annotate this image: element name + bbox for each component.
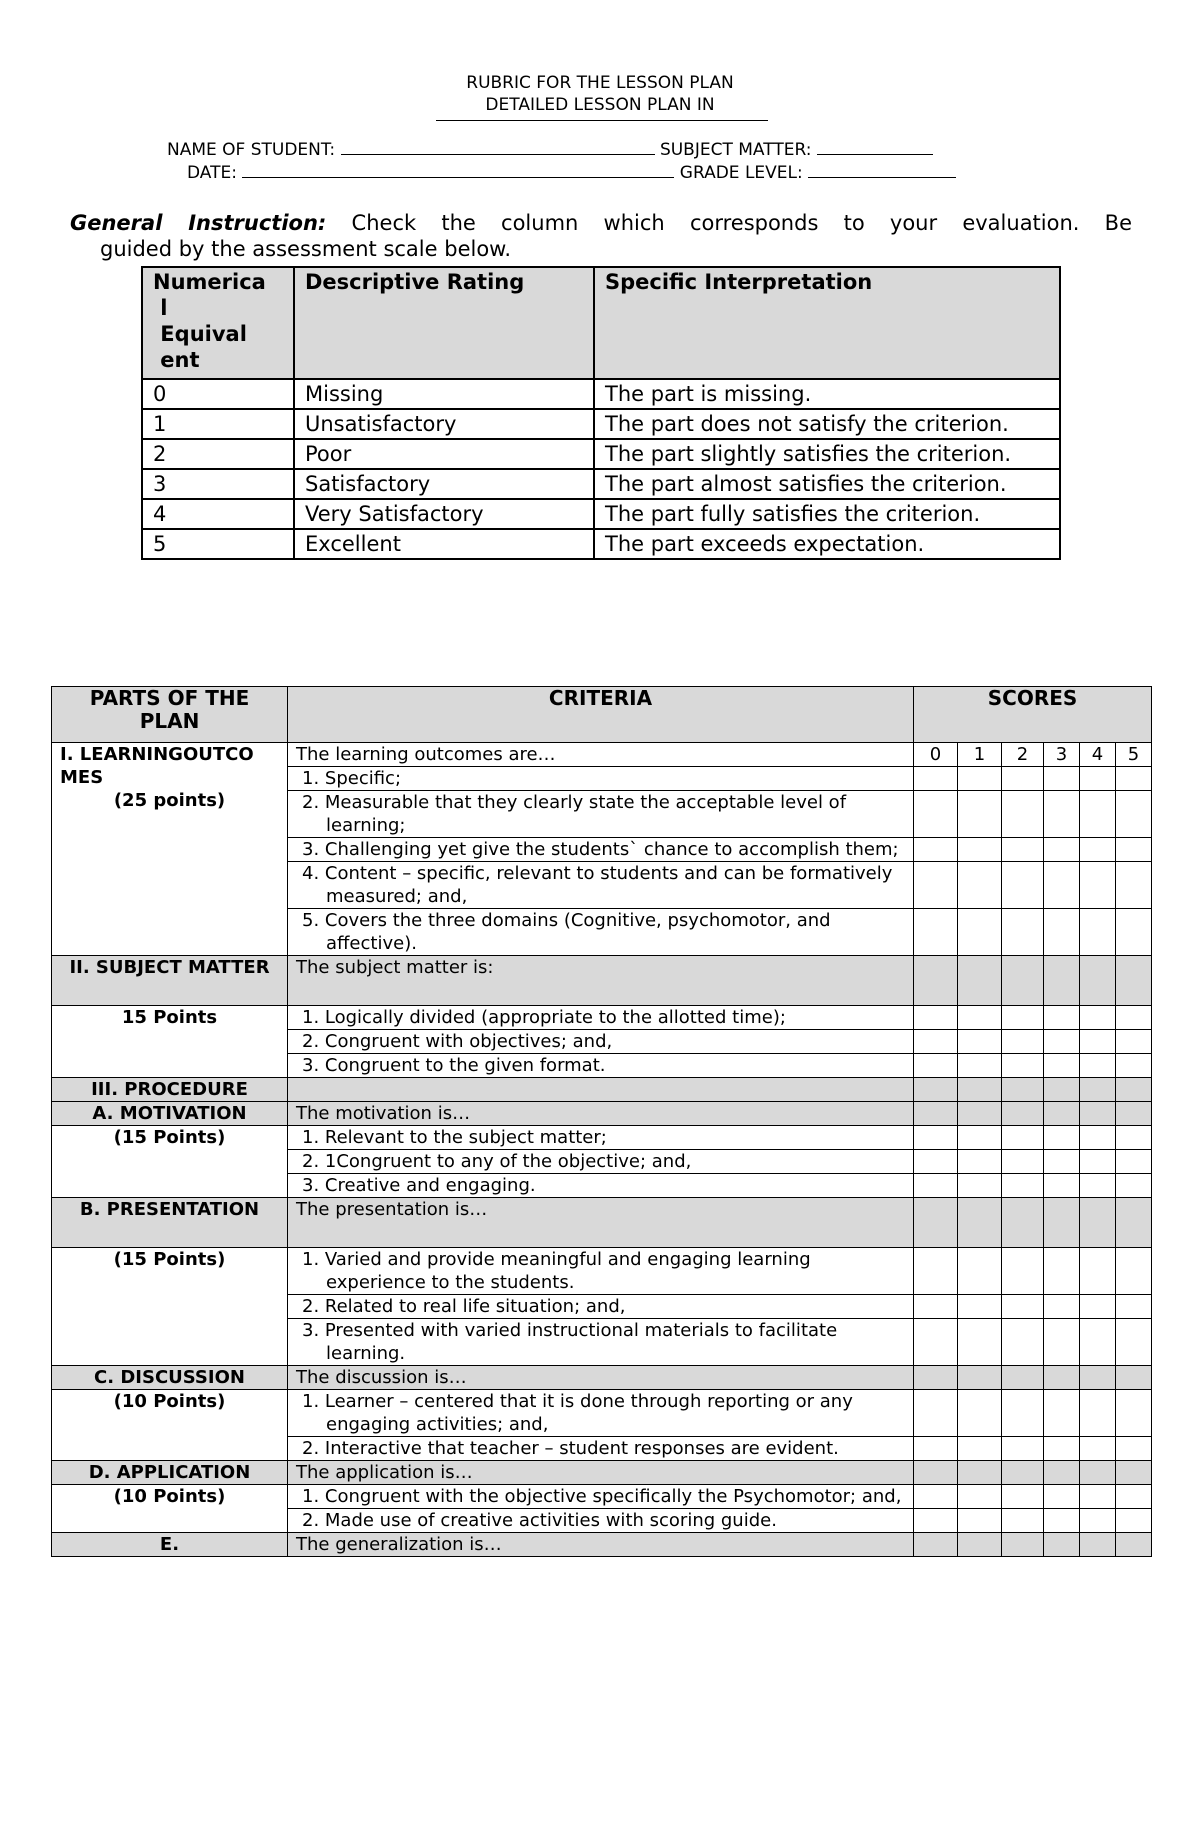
score-cell[interactable] [1044,1319,1080,1366]
score-cell[interactable] [1116,1054,1152,1078]
part-presentation: B. PRESENTATION [52,1198,288,1248]
score-cell[interactable] [1044,909,1080,956]
criteria-empty [288,1078,914,1102]
score-cell[interactable] [1044,1078,1080,1102]
section-row [52,1533,1152,1557]
scale-num: 4 [142,499,294,529]
score-cell[interactable] [1044,1437,1080,1461]
score-cell[interactable] [1080,1390,1116,1437]
part-points: (10 Points) [52,1390,288,1461]
score-cell[interactable] [1044,862,1080,909]
scale-rating: Excellent [294,529,594,559]
score-cell[interactable] [914,1509,958,1533]
scale-num: 0 [142,379,294,409]
criteria-item: 4. Content – specific, relevant to students and can be formatively measured; and, [288,862,914,909]
score-cell[interactable] [958,1174,1002,1198]
score-cell[interactable] [1116,1509,1152,1533]
score-cell[interactable] [1116,838,1152,862]
score-cell[interactable] [1080,1437,1116,1461]
score-cell[interactable] [1044,1509,1080,1533]
score-cell[interactable] [958,1295,1002,1319]
scale-row [142,439,1060,469]
scale-header-interpretation: Specific Interpretation [594,267,1060,379]
scale-row [142,469,1060,499]
score-cell[interactable] [1116,1030,1152,1054]
score-cell[interactable] [1002,1078,1044,1102]
score-cell[interactable] [1044,1390,1080,1437]
name-subject-row [167,140,933,160]
score-cell[interactable] [1116,1248,1152,1295]
criteria-intro: The learning outcomes are… [288,743,914,767]
criteria-item: 2. Related to real life situation; and, [288,1295,914,1319]
score-col-header: 4 [1080,743,1116,767]
score-cell[interactable] [1116,1198,1152,1248]
score-cell[interactable] [1080,1533,1116,1557]
criteria-row [52,1006,1152,1030]
criteria-row [52,1126,1152,1150]
score-cell[interactable] [1002,1437,1044,1461]
score-cell[interactable] [914,1006,958,1030]
score-cell[interactable] [1002,1295,1044,1319]
criteria-item: 1. Logically divided (appropriate to the allotted time); [288,1006,914,1030]
score-cell[interactable] [958,1437,1002,1461]
grade-label: GRADE LEVEL: [679,163,803,183]
score-cell[interactable] [1080,1295,1116,1319]
score-cell[interactable] [914,1102,958,1126]
score-cell[interactable] [914,1366,958,1390]
score-cell[interactable] [958,791,1002,838]
score-cell[interactable] [1080,791,1116,838]
score-cell[interactable] [958,1248,1002,1295]
score-col-header: 1 [958,743,1002,767]
score-cell[interactable] [1044,791,1080,838]
score-cell[interactable] [958,1006,1002,1030]
scale-row [142,499,1060,529]
part-motivation: A. MOTIVATION [52,1102,288,1126]
score-cell[interactable] [1080,1319,1116,1366]
header-parts: PARTS OF THE PLAN [52,687,288,743]
name-field[interactable] [341,140,655,155]
score-cell[interactable] [1080,862,1116,909]
scale-rating: Satisfactory [294,469,594,499]
score-cell[interactable] [1116,1174,1152,1198]
score-cell[interactable] [1002,1174,1044,1198]
score-cell[interactable] [1116,956,1152,1006]
scale-num: 3 [142,469,294,499]
score-cell[interactable] [1116,1295,1152,1319]
score-cell[interactable] [1080,1174,1116,1198]
score-cell[interactable] [958,1078,1002,1102]
criteria-item: 1. Specific; [288,767,914,791]
score-cell[interactable] [1002,1054,1044,1078]
criteria-item: 3. Congruent to the given format. [288,1054,914,1078]
score-cell[interactable] [1080,1078,1116,1102]
score-cell[interactable] [1002,838,1044,862]
score-cell[interactable] [958,1054,1002,1078]
scale-header-row [142,267,1060,379]
score-cell[interactable] [1002,1248,1044,1295]
criteria-intro: The subject matter is: [288,956,914,1006]
criteria-intro: The presentation is… [288,1198,914,1248]
criteria-item: 2. Made use of creative activities with scoring guide. [288,1509,914,1533]
section-row [52,1366,1152,1390]
score-cell[interactable] [1044,1461,1080,1485]
score-cell[interactable] [1002,1533,1044,1557]
score-cell[interactable] [1116,1150,1152,1174]
score-cell[interactable] [914,1295,958,1319]
score-cell[interactable] [958,1150,1002,1174]
score-cell[interactable] [1002,862,1044,909]
section-row [52,1102,1152,1126]
assessment-scale-table [141,266,1061,560]
score-cell[interactable] [1002,1390,1044,1437]
score-col-header: 5 [1116,743,1152,767]
rubric-table [51,686,1152,1557]
score-cell[interactable] [958,862,1002,909]
score-cell[interactable] [1080,909,1116,956]
general-instruction [70,210,1132,262]
score-col-header: 0 [914,743,958,767]
score-cell[interactable] [914,1078,958,1102]
score-cell[interactable] [914,1126,958,1150]
score-cell[interactable] [1080,1509,1116,1533]
score-cell[interactable] [1044,1054,1080,1078]
part-points: (15 Points) [52,1248,288,1366]
score-cell[interactable] [914,838,958,862]
score-cell[interactable] [1080,1126,1116,1150]
score-cell[interactable] [1002,909,1044,956]
criteria-item: 1. Congruent with the objective specifically the Psychomotor; and, [288,1485,914,1509]
score-cell[interactable] [914,1437,958,1461]
score-cell[interactable] [1002,767,1044,791]
score-cell[interactable] [958,1509,1002,1533]
score-cell[interactable] [914,1248,958,1295]
score-cell[interactable] [958,1366,1002,1390]
part-points: (25 points) [113,790,226,811]
score-col-header: 2 [1002,743,1044,767]
score-cell[interactable] [1116,1366,1152,1390]
score-cell[interactable] [914,1198,958,1248]
part-points: (10 Points) [52,1485,288,1533]
scale-num: 5 [142,529,294,559]
score-cell[interactable] [958,1319,1002,1366]
score-cell[interactable] [1080,838,1116,862]
criteria-item: 2. Measurable that they clearly state the acceptable level of learning; [288,791,914,838]
score-cell[interactable] [1044,1366,1080,1390]
score-cell[interactable] [1080,1198,1116,1248]
scale-rating: Poor [294,439,594,469]
score-cell[interactable] [1080,1102,1116,1126]
score-cell[interactable] [1116,1461,1152,1485]
score-cell[interactable] [1116,1319,1152,1366]
criteria-item: 5. Covers the three domains (Cognitive, psychomotor, and affective). [288,909,914,956]
instruction-label: General Instruction: [70,211,327,235]
part-generalization: E. [52,1533,288,1557]
score-cell[interactable] [914,767,958,791]
scale-header-numerical: Numerica l Equival ent [142,267,294,379]
score-cell[interactable] [1116,1390,1152,1437]
scale-interp: The part almost satisfies the criterion. [594,469,1060,499]
part-learning-outcomes [52,743,288,956]
score-cell[interactable] [958,1485,1002,1509]
criteria-item: 1. Varied and provide meaningful and engaging learning experience to the students. [288,1248,914,1295]
part-label: I. LEARNINGOUTCO MES [60,744,254,788]
score-cell[interactable] [1080,1054,1116,1078]
score-cell[interactable] [1080,767,1116,791]
score-cell[interactable] [958,1390,1002,1437]
score-cell[interactable] [1080,1485,1116,1509]
scale-interp: The part fully satisfies the criterion. [594,499,1060,529]
score-cell[interactable] [958,956,1002,1006]
scale-num: 2 [142,439,294,469]
subject-label: SUBJECT MATTER: [659,140,812,160]
scale-row [142,529,1060,559]
scale-rating: Unsatisfactory [294,409,594,439]
criteria-item: 3. Creative and engaging. [288,1174,914,1198]
score-cell[interactable] [1044,1295,1080,1319]
instruction-line2: guided by the assessment scale below. [100,237,512,261]
criteria-item: 3. Presented with varied instructional materials to facilitate learning. [288,1319,914,1366]
date-field[interactable] [242,163,674,178]
score-cell[interactable] [958,1198,1002,1248]
scale-rating: Very Satisfactory [294,499,594,529]
score-cell[interactable] [1116,1078,1152,1102]
score-cell[interactable] [958,909,1002,956]
date-label: DATE: [187,163,237,183]
score-cell[interactable] [1044,1248,1080,1295]
criteria-row [52,1485,1152,1509]
score-cell[interactable] [1116,1126,1152,1150]
criteria-intro: The application is… [288,1461,914,1485]
score-cell[interactable] [1080,956,1116,1006]
criteria-row [52,1248,1152,1295]
score-cell[interactable] [1002,1509,1044,1533]
score-cell[interactable] [1116,1102,1152,1126]
score-cell[interactable] [1044,1126,1080,1150]
score-cell[interactable] [958,767,1002,791]
criteria-item: 1. Relevant to the subject matter; [288,1126,914,1150]
score-cell[interactable] [958,1030,1002,1054]
score-cell[interactable] [914,862,958,909]
score-cell[interactable] [1116,1437,1152,1461]
score-cell[interactable] [1044,1485,1080,1509]
score-cell[interactable] [914,791,958,838]
criteria-item: 2. Congruent with objectives; and, [288,1030,914,1054]
score-cell[interactable] [1116,862,1152,909]
score-cell[interactable] [1002,1102,1044,1126]
part-points: (15 Points) [52,1126,288,1198]
score-cell[interactable] [914,1485,958,1509]
header-criteria: CRITERIA [288,687,914,743]
grade-field[interactable] [808,163,956,178]
criteria-item: 3. Challenging yet give the students` chance to accomplish them; [288,838,914,862]
score-cell[interactable] [1002,1030,1044,1054]
score-cell[interactable] [1080,1248,1116,1295]
score-cell[interactable] [914,1174,958,1198]
score-cell[interactable] [958,1126,1002,1150]
score-cell[interactable] [914,1319,958,1366]
score-cell[interactable] [1002,1150,1044,1174]
header-scores: SCORES [914,687,1152,743]
scale-row [142,379,1060,409]
date-grade-row [187,163,956,183]
score-cell[interactable] [1002,1198,1044,1248]
score-cell[interactable] [1044,838,1080,862]
score-cell[interactable] [1116,1533,1152,1557]
scale-interp: The part slightly satisfies the criterion. [594,439,1060,469]
criteria-item: 2. Interactive that teacher – student responses are evident. [288,1437,914,1461]
score-cell[interactable] [1002,1366,1044,1390]
score-cell[interactable] [1044,1174,1080,1198]
subject-blank-line[interactable] [436,120,768,121]
score-cell[interactable] [1044,1533,1080,1557]
criteria-row [52,1390,1152,1437]
score-cell[interactable] [1002,1126,1044,1150]
part-procedure: III. PROCEDURE [52,1078,288,1102]
score-cell[interactable] [1116,1006,1152,1030]
scale-interp: The part exceeds expectation. [594,529,1060,559]
score-cell[interactable] [1044,767,1080,791]
score-cell[interactable] [1080,1366,1116,1390]
section-row [52,1198,1152,1248]
score-cell[interactable] [914,1030,958,1054]
score-cell[interactable] [1116,791,1152,838]
score-cell[interactable] [1002,956,1044,1006]
score-cell[interactable] [1002,1006,1044,1030]
score-cell[interactable] [914,956,958,1006]
part-application: D. APPLICATION [52,1461,288,1485]
score-cell[interactable] [958,838,1002,862]
score-cell[interactable] [958,1533,1002,1557]
score-cell[interactable] [1080,1461,1116,1485]
score-cell[interactable] [958,1102,1002,1126]
criteria-item: 2. 1Congruent to any of the objective; and, [288,1150,914,1174]
section-row [52,956,1152,1006]
scale-interp: The part does not satisfy the criterion. [594,409,1060,439]
score-cell[interactable] [1080,1006,1116,1030]
score-cell[interactable] [914,1150,958,1174]
part-discussion: C. DISCUSSION [52,1366,288,1390]
score-cell[interactable] [1002,1461,1044,1485]
score-cell[interactable] [1002,1319,1044,1366]
instruction-line1: Check the column which corresponds to your evaluation. Be [351,211,1133,235]
score-cell[interactable] [914,909,958,956]
score-col-header: 3 [1044,743,1080,767]
score-cell[interactable] [1080,1150,1116,1174]
section-row [52,1078,1152,1102]
subtitle-text: DETAILED LESSON PLAN IN [485,95,715,115]
criteria-row [52,743,1152,767]
document-subtitle [0,94,1200,116]
criteria-intro: The motivation is… [288,1102,914,1126]
scale-rating: Missing [294,379,594,409]
score-cell[interactable] [1002,791,1044,838]
score-cell[interactable] [1044,1150,1080,1174]
part-subject-matter: II. SUBJECT MATTER [52,956,288,1006]
score-cell[interactable] [914,1390,958,1437]
scale-num: 1 [142,409,294,439]
rubric-header-row [52,687,1152,743]
scale-row [142,409,1060,439]
score-cell[interactable] [914,1054,958,1078]
subject-field[interactable] [817,140,933,155]
score-cell[interactable] [1080,1030,1116,1054]
score-cell[interactable] [958,1461,1002,1485]
score-cell[interactable] [1044,1102,1080,1126]
section-row [52,1461,1152,1485]
score-cell[interactable] [1116,909,1152,956]
score-cell[interactable] [1002,1485,1044,1509]
score-cell[interactable] [1044,1198,1080,1248]
scale-interp: The part is missing. [594,379,1060,409]
score-cell[interactable] [914,1533,958,1557]
criteria-item: 1. Learner – centered that it is done through reporting or any engaging activities; and, [288,1390,914,1437]
score-cell[interactable] [1116,767,1152,791]
part-points: 15 Points [52,1006,288,1078]
scale-header-descriptive: Descriptive Rating [294,267,594,379]
criteria-intro: The generalization is… [288,1533,914,1557]
score-cell[interactable] [1116,1485,1152,1509]
document-title: RUBRIC FOR THE LESSON PLAN [466,73,734,93]
score-cell[interactable] [914,1461,958,1485]
criteria-intro: The discussion is… [288,1366,914,1390]
name-label: NAME OF STUDENT: [167,140,336,160]
score-cell[interactable] [1044,956,1080,1006]
score-cell[interactable] [1044,1006,1080,1030]
score-cell[interactable] [1044,1030,1080,1054]
